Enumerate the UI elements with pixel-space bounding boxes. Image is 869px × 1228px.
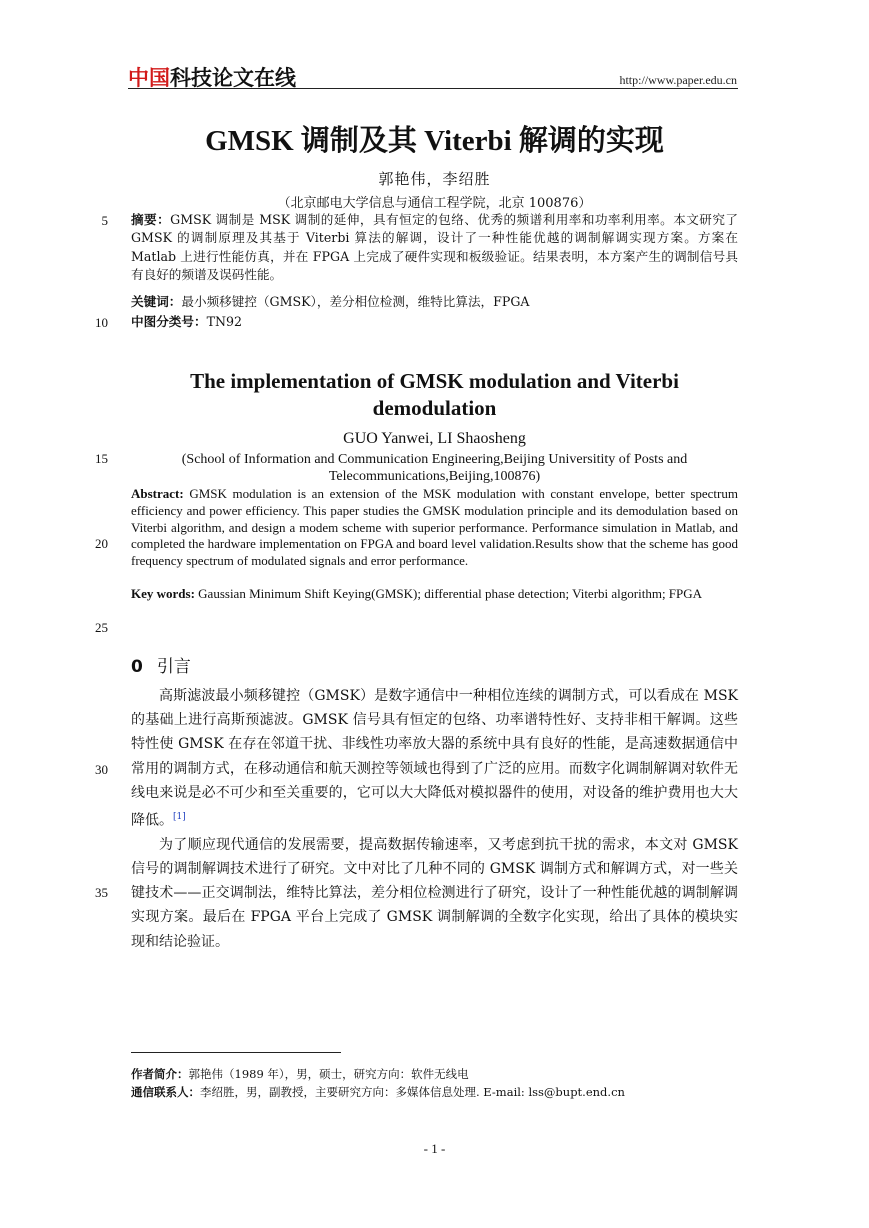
affiliation-cn: （北京邮电大学信息与通信工程学院，北京 100876） xyxy=(277,196,592,211)
abstract-en-text: GMSK modulation is an extension of the MSK modulation with constant envelope, better spectrum efficiency and power efficiency. This paper studies the GMSK modulation principle and its demodulation based on Viterbi algorithm, and design a modem scheme with superior performance. Performance simulation in Matlab, and completed the hardware implementation on FPGA and board level validation.Results show that the scheme has good frequency spectrum of modulated signals and error performance. xyxy=(131,486,738,569)
abstract-cn xyxy=(131,211,738,285)
body-paragraph-2: 为了顺应现代通信的发展需要，提高数据传输速率，又考虑到抗干扰的需求，本文对 GMSK 信号的调制解调技术进行了研究。文中对比了几种不同的 GMSK 调制方式和解调方式，对一些关键技术——正交调制法，维特比算法，差分相位检测进行了研究，设计了一种性能优越的调制解调实现方案。最后在 FPGA 平台上完成了 GMSK 调制解调的全数字化实现，给出了具体的模块实现和结论验证。 xyxy=(131,836,738,950)
line-number: 5 xyxy=(101,213,108,228)
citation-link[interactable]: [1] xyxy=(173,812,186,823)
abstract-cn-text: GMSK 调制是 MSK 调制的延伸，具有恒定的包络、优秀的频谱利用率和功率利用率。本文研究了 GMSK 的调制原理及其基于 Viterbi 算法的解调，设计了一种性能优越的调制解调实现方案。方案在 Matlab 上进行性能仿真，并在 FPGA 上完成了硬件实现和板级验证。结果表明，本方案产生的调制信号具有良好的频谱及误码性能。 xyxy=(131,212,739,283)
section-title: 引言 xyxy=(156,657,191,677)
keywords-cn xyxy=(131,293,738,311)
footnote-author-text: 郭艳伟（1989 年），男，硕士，研究方向：软件无线电 xyxy=(188,1067,469,1081)
abstract-en-label: Abstract: xyxy=(131,486,184,501)
logo-red-text: 中国 xyxy=(128,66,170,90)
footnote-contact-label: 通信联系人： xyxy=(131,1085,200,1099)
keywords-en-label: Key words: xyxy=(131,586,195,601)
classification-cn xyxy=(131,313,738,331)
classification-cn-text: TN92 xyxy=(206,314,243,329)
footnote-contact-text: 李绍胜，男，副教授，主要研究方向：多媒体信息处理. E-mail: lss@bupt.end.cn xyxy=(200,1085,625,1099)
keywords-en-text: Gaussian Minimum Shift Keying(GMSK); differential phase detection; Viterbi algorithm; FPGA xyxy=(194,586,703,601)
abstract-en xyxy=(131,486,738,570)
section-heading xyxy=(131,652,191,677)
line-number: 30 xyxy=(95,762,108,777)
affiliation-en-line2: Telecommunications,Beijing,100876) xyxy=(328,469,541,484)
line-number: 15 xyxy=(95,451,108,466)
footnote-author-label: 作者简介： xyxy=(131,1067,189,1081)
paper-title-en xyxy=(0,368,869,422)
footnote-contact xyxy=(131,1084,625,1100)
paper-title-en-line1: The implementation of GMSK modulation and Viterbi xyxy=(190,369,679,393)
keywords-cn-label: 关键词： xyxy=(131,294,182,309)
authors-cn: 郭艳伟，李绍胜 xyxy=(378,170,491,188)
logo-black-text: 科技论文在线 xyxy=(170,66,296,90)
keywords-en xyxy=(131,586,738,603)
abstract-cn-label: 摘要： xyxy=(131,212,171,227)
header-rule xyxy=(128,88,738,89)
page-number: - 1 - xyxy=(423,1141,446,1156)
line-number: 35 xyxy=(95,885,108,900)
footnote-author xyxy=(131,1066,469,1082)
section-number: 0 xyxy=(131,657,143,677)
footnote-rule xyxy=(131,1052,341,1053)
line-number: 10 xyxy=(95,315,108,330)
line-number: 25 xyxy=(95,620,108,635)
paper-title-cn: GMSK 调制及其 Viterbi 解调的实现 xyxy=(205,125,664,157)
line-number: 20 xyxy=(95,536,108,551)
classification-cn-label: 中图分类号： xyxy=(131,314,207,329)
body-paragraph-1-text: 高斯滤波最小频移键控（GMSK）是数字通信中一种相位连续的调制方式，可以看成在 MSK 的基础上进行高斯预滤波。GMSK 信号具有恒定的包络、功率谱特性好、支持非相干解调。这些特性使 GMSK 在存在邻道干扰、非线性功率放大器的系统中具有良好的性能，是高速数据通信中常用的调制方式，在移动通信和航天测控等领域也得到了广泛的应用。而数字化调制解调对软件无线电来说是必不可少和至关重要的，它可以大大降低对模拟器件的使用，对设备的维护费用也大大降低。 xyxy=(131,688,738,829)
body-text xyxy=(131,684,738,954)
body-paragraph-1 xyxy=(131,684,738,833)
affiliation-en xyxy=(0,451,869,485)
header-url-link[interactable]: http://www.paper.edu.cn xyxy=(619,73,737,87)
authors-en: GUO Yanwei, LI Shaosheng xyxy=(343,430,526,447)
paper-title-en-line2: demodulation xyxy=(372,396,497,420)
affiliation-en-line1: (School of Information and Communication Engineering,Beijing Universitity of Posts and xyxy=(181,452,688,467)
keywords-cn-text: 最小频移键控（GMSK），差分相位检测，维特比算法，FPGA xyxy=(181,294,530,309)
